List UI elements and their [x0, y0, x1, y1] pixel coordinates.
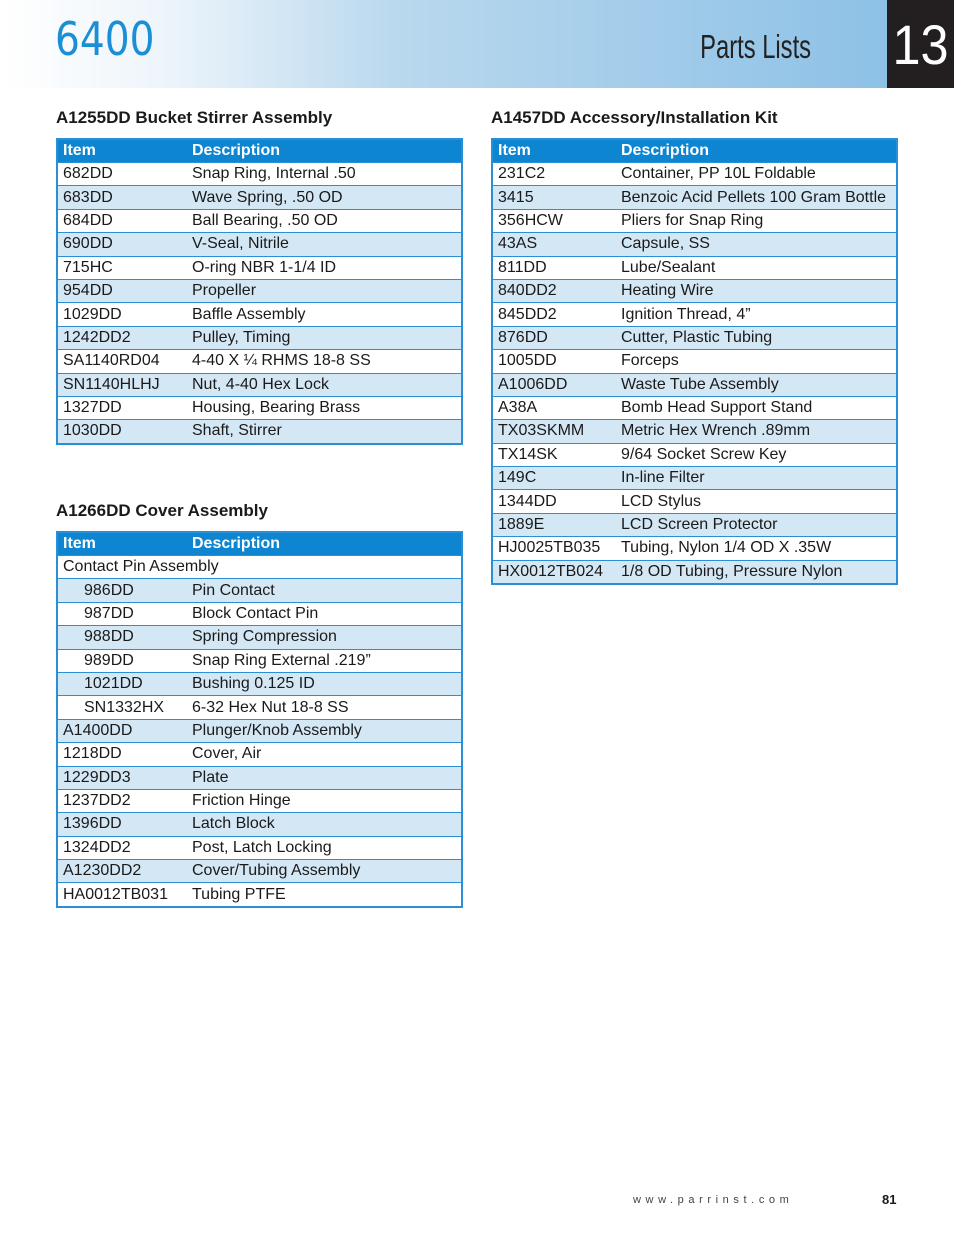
item-cell: 1030DD — [57, 420, 187, 444]
accessory-parts-table — [491, 138, 898, 585]
item-cell: A1230DD2 — [57, 860, 187, 883]
description-cell: Plate — [187, 766, 462, 789]
item-cell: 1242DD2 — [57, 326, 187, 349]
item-cell: 683DD — [57, 186, 187, 209]
description-cell: In-line Filter — [616, 467, 897, 490]
table-row — [57, 836, 462, 859]
item-cell: 1889E — [492, 513, 616, 536]
description-cell: Block Contact Pin — [187, 602, 462, 625]
table-row — [492, 279, 897, 302]
item-cell: 840DD2 — [492, 279, 616, 302]
section-title: Parts Lists — [700, 28, 811, 65]
item-cell: 986DD — [57, 579, 187, 602]
table-row — [57, 672, 462, 695]
item-cell: 954DD — [57, 279, 187, 302]
item-cell: 43AS — [492, 233, 616, 256]
description-cell: O-ring NBR 1-1/4 ID — [187, 256, 462, 279]
table-row — [57, 649, 462, 672]
description-cell: Shaft, Stirrer — [187, 420, 462, 444]
column-header-description: Description — [616, 139, 897, 163]
description-cell: Baffle Assembly — [187, 303, 462, 326]
cover-table-title: A1266DD Cover Assembly — [56, 501, 268, 520]
item-cell: TX14SK — [492, 443, 616, 466]
description-cell: Housing, Bearing Brass — [187, 396, 462, 419]
item-cell: 1396DD — [57, 813, 187, 836]
table-header-row — [57, 532, 462, 556]
item-cell: HA0012TB031 — [57, 883, 187, 907]
table-row — [57, 303, 462, 326]
description-cell: V-Seal, Nitrile — [187, 233, 462, 256]
description-cell: 9/64 Socket Screw Key — [616, 443, 897, 466]
table-row — [57, 279, 462, 302]
description-cell: Ball Bearing, .50 OD — [187, 209, 462, 232]
table-row — [57, 396, 462, 419]
description-cell: Propeller — [187, 279, 462, 302]
table-row — [492, 233, 897, 256]
description-cell: Pin Contact — [187, 579, 462, 602]
table-row — [57, 626, 462, 649]
column-header-item: Item — [492, 139, 616, 163]
table-row — [57, 883, 462, 907]
item-cell: 1218DD — [57, 743, 187, 766]
description-cell: Latch Block — [187, 813, 462, 836]
table-row — [492, 326, 897, 349]
table-row — [57, 326, 462, 349]
column-header-item: Item — [57, 139, 187, 163]
item-cell: HJ0025TB035 — [492, 537, 616, 560]
item-cell: 845DD2 — [492, 303, 616, 326]
table-row — [492, 467, 897, 490]
column-header-description: Description — [187, 532, 462, 556]
item-cell: 690DD — [57, 233, 187, 256]
table-row — [492, 560, 897, 584]
description-cell: 1/8 OD Tubing, Pressure Nylon — [616, 560, 897, 584]
item-cell: 989DD — [57, 649, 187, 672]
table-row — [492, 163, 897, 186]
group-label: Contact Pin Assembly — [57, 556, 462, 579]
item-cell: 684DD — [57, 209, 187, 232]
description-cell: LCD Stylus — [616, 490, 897, 513]
column-header-item: Item — [57, 532, 187, 556]
item-cell: SN1140HLHJ — [57, 373, 187, 396]
item-cell: 149C — [492, 467, 616, 490]
description-cell: Spring Compression — [187, 626, 462, 649]
column-header-description: Description — [187, 139, 462, 163]
description-cell: Cover, Air — [187, 743, 462, 766]
description-cell: Metric Hex Wrench .89mm — [616, 420, 897, 443]
table-row — [57, 420, 462, 444]
table-row — [492, 420, 897, 443]
item-cell: HX0012TB024 — [492, 560, 616, 584]
table-header-row — [492, 139, 897, 163]
table-row — [57, 789, 462, 812]
table-row — [492, 303, 897, 326]
table-row — [492, 537, 897, 560]
item-cell: SA1140RD04 — [57, 350, 187, 373]
table-header-row — [57, 139, 462, 163]
table-row — [492, 350, 897, 373]
description-cell: Friction Hinge — [187, 789, 462, 812]
description-cell: Capsule, SS — [616, 233, 897, 256]
table-row — [57, 163, 462, 186]
item-cell: 811DD — [492, 256, 616, 279]
table-row — [492, 209, 897, 232]
item-cell: 988DD — [57, 626, 187, 649]
item-cell: 1005DD — [492, 350, 616, 373]
table-row — [57, 766, 462, 789]
table-row — [57, 233, 462, 256]
description-cell: Nut, 4-40 Hex Lock — [187, 373, 462, 396]
description-cell: Cover/Tubing Assembly — [187, 860, 462, 883]
item-cell: 682DD — [57, 163, 187, 186]
description-cell: LCD Screen Protector — [616, 513, 897, 536]
table-row — [492, 186, 897, 209]
description-cell: Post, Latch Locking — [187, 836, 462, 859]
footer-url: www.parrinst.com — [633, 1194, 794, 1206]
item-cell: 3415 — [492, 186, 616, 209]
description-cell: Bomb Head Support Stand — [616, 396, 897, 419]
model-number: 6400 — [55, 12, 155, 66]
description-cell: Container, PP 10L Foldable — [616, 163, 897, 186]
description-cell: Pliers for Snap Ring — [616, 209, 897, 232]
description-cell: Lube/Sealant — [616, 256, 897, 279]
table-row — [57, 696, 462, 719]
table-row — [492, 443, 897, 466]
description-cell: Bushing 0.125 ID — [187, 672, 462, 695]
group-row — [57, 556, 462, 579]
item-cell: SN1332HX — [57, 696, 187, 719]
table-row — [57, 350, 462, 373]
description-cell: 4-40 X ¼ RHMS 18-8 SS — [187, 350, 462, 373]
description-cell: Tubing, Nylon 1/4 OD X .35W — [616, 537, 897, 560]
table-row — [57, 813, 462, 836]
cover-parts-table — [56, 531, 463, 908]
table-row — [492, 373, 897, 396]
description-cell: Tubing PTFE — [187, 883, 462, 907]
accessory-table-title: A1457DD Accessory/Installation Kit — [491, 108, 778, 127]
stirrer-parts-table — [56, 138, 463, 445]
description-cell: Cutter, Plastic Tubing — [616, 326, 897, 349]
description-cell: Forceps — [616, 350, 897, 373]
item-cell: 1344DD — [492, 490, 616, 513]
item-cell: 356HCW — [492, 209, 616, 232]
item-cell: A1400DD — [57, 719, 187, 742]
page-header-band — [0, 0, 887, 88]
stirrer-table-title: A1255DD Bucket Stirrer Assembly — [56, 108, 333, 127]
item-cell: A38A — [492, 396, 616, 419]
table-row — [492, 256, 897, 279]
item-cell: TX03SKMM — [492, 420, 616, 443]
description-cell: Pulley, Timing — [187, 326, 462, 349]
item-cell: 1029DD — [57, 303, 187, 326]
table-row — [57, 209, 462, 232]
description-cell: Heating Wire — [616, 279, 897, 302]
chapter-tab — [887, 0, 954, 88]
table-row — [492, 396, 897, 419]
table-row — [57, 256, 462, 279]
item-cell: 715HC — [57, 256, 187, 279]
description-cell: Plunger/Knob Assembly — [187, 719, 462, 742]
table-row — [57, 743, 462, 766]
item-cell: A1006DD — [492, 373, 616, 396]
table-row — [57, 186, 462, 209]
table-row — [57, 579, 462, 602]
description-cell: Benzoic Acid Pellets 100 Gram Bottle — [616, 186, 897, 209]
table-row — [57, 860, 462, 883]
description-cell: 6-32 Hex Nut 18-8 SS — [187, 696, 462, 719]
table-row — [492, 513, 897, 536]
description-cell: Snap Ring External .219” — [187, 649, 462, 672]
table-row — [57, 373, 462, 396]
table-row — [57, 719, 462, 742]
item-cell: 1229DD3 — [57, 766, 187, 789]
item-cell: 1237DD2 — [57, 789, 187, 812]
item-cell: 1324DD2 — [57, 836, 187, 859]
description-cell: Wave Spring, .50 OD — [187, 186, 462, 209]
description-cell: Waste Tube Assembly — [616, 373, 897, 396]
item-cell: 1021DD — [57, 672, 187, 695]
chapter-number: 13 — [892, 13, 949, 76]
description-cell: Snap Ring, Internal .50 — [187, 163, 462, 186]
item-cell: 1327DD — [57, 396, 187, 419]
table-row — [57, 602, 462, 625]
description-cell: Ignition Thread, 4” — [616, 303, 897, 326]
item-cell: 876DD — [492, 326, 616, 349]
table-row — [492, 490, 897, 513]
page-number: 81 — [882, 1192, 897, 1207]
item-cell: 987DD — [57, 602, 187, 625]
item-cell: 231C2 — [492, 163, 616, 186]
